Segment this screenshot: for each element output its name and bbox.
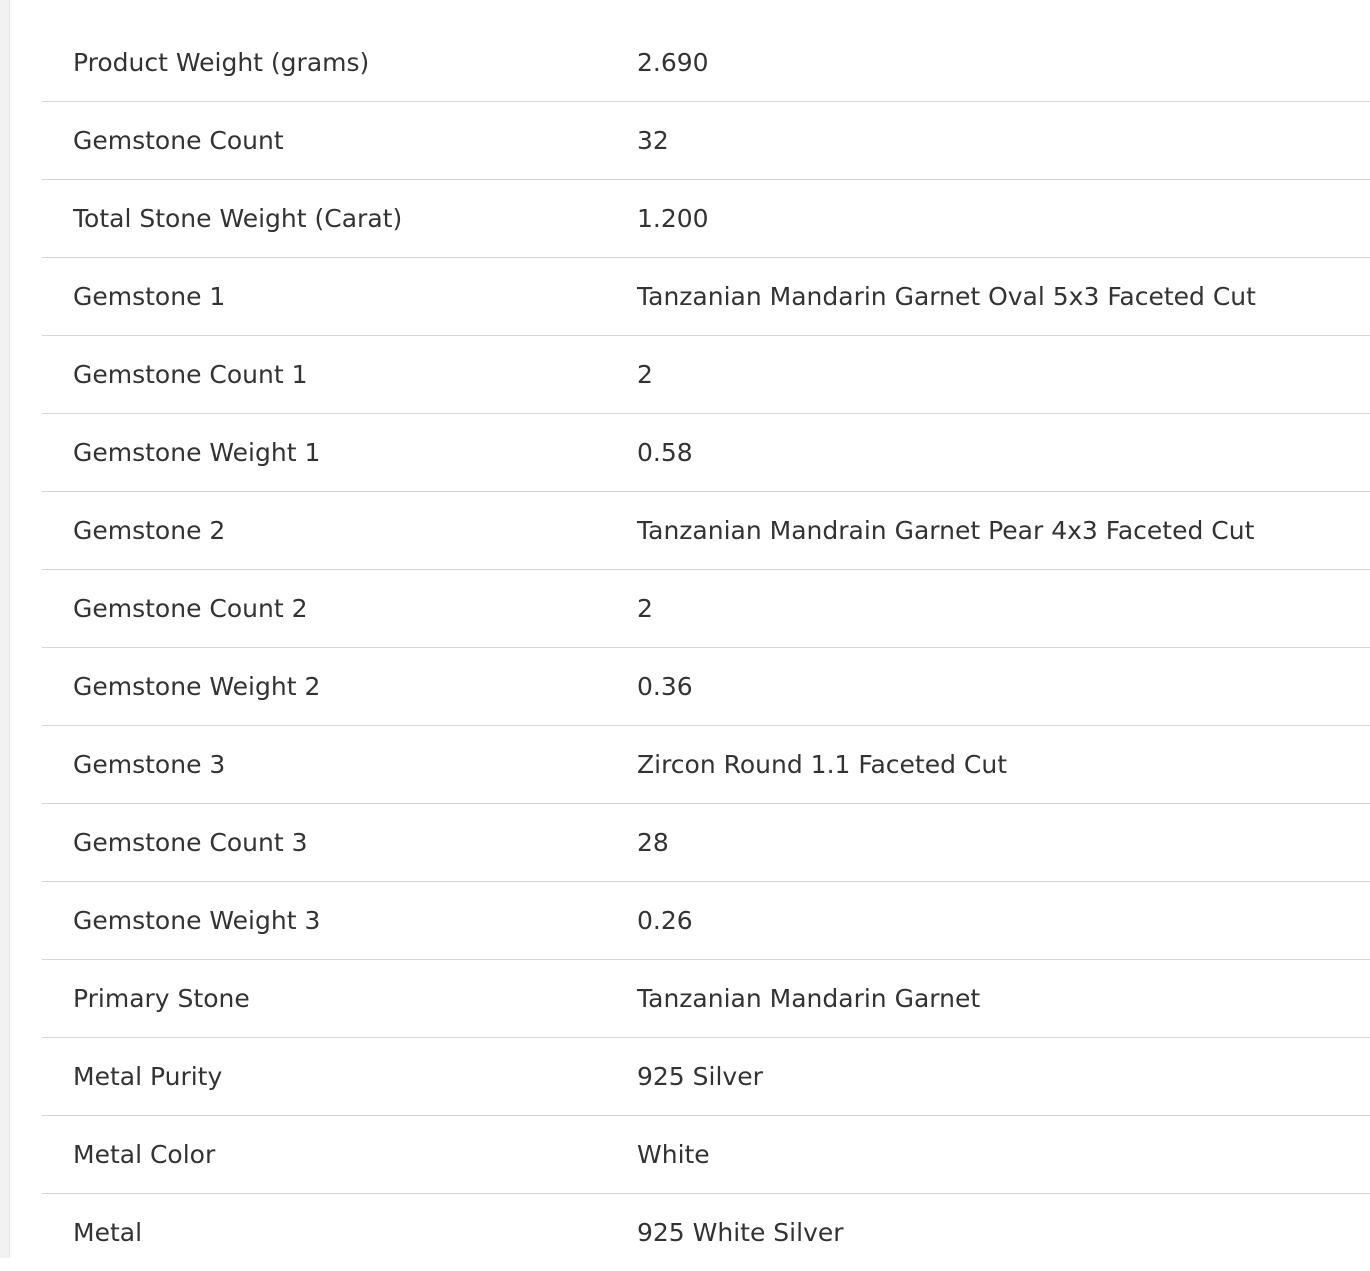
- table-row: [42, 960, 1370, 1038]
- spec-value: 0.36: [637, 672, 693, 701]
- spec-value: Zircon Round 1.1 Faceted Cut: [637, 750, 1008, 779]
- spec-label: Gemstone 3: [73, 750, 226, 779]
- spec-label: Product Weight (grams): [73, 48, 370, 77]
- spec-value: 925 White Silver: [637, 1218, 844, 1247]
- spec-label: Gemstone 1: [73, 282, 226, 311]
- spec-label: Gemstone Count 1: [73, 360, 308, 389]
- table-row: [42, 24, 1370, 102]
- spec-value: 2.690: [637, 48, 709, 77]
- spec-value: 2: [637, 360, 653, 389]
- table-row: [42, 1038, 1370, 1116]
- table-row: [42, 726, 1370, 804]
- table-row: [42, 804, 1370, 882]
- spec-value: White: [637, 1140, 710, 1169]
- spec-value: Tanzanian Mandarin Garnet Oval 5x3 Faceted Cut: [637, 282, 1256, 311]
- table-row: [42, 258, 1370, 336]
- spec-value: 2: [637, 594, 653, 623]
- spec-label: Metal Purity: [73, 1062, 223, 1091]
- table-row: [42, 882, 1370, 960]
- spec-label: Metal Color: [73, 1140, 216, 1169]
- table-row: [42, 336, 1370, 414]
- spec-label: Primary Stone: [73, 984, 250, 1013]
- spec-value: 1.200: [637, 204, 709, 233]
- table-row: [42, 570, 1370, 648]
- specifications-table: [42, 24, 1370, 1271]
- table-row: [42, 180, 1370, 258]
- spec-label: Gemstone Count 2: [73, 594, 308, 623]
- spec-label: Gemstone Count: [73, 126, 284, 155]
- spec-value: 0.26: [637, 906, 693, 935]
- spec-value: 28: [637, 828, 669, 857]
- spec-label: Gemstone 2: [73, 516, 226, 545]
- left-border-rail: [0, 0, 10, 1258]
- table-row: [42, 492, 1370, 570]
- spec-value: Tanzanian Mandarin Garnet: [637, 984, 981, 1013]
- spec-label: Gemstone Weight 1: [73, 438, 321, 467]
- spec-value: Tanzanian Mandrain Garnet Pear 4x3 Faceted Cut: [637, 516, 1255, 545]
- spec-value: 925 Silver: [637, 1062, 763, 1091]
- spec-label: Gemstone Count 3: [73, 828, 308, 857]
- table-row: [42, 648, 1370, 726]
- table-row: [42, 414, 1370, 492]
- spec-value: 0.58: [637, 438, 693, 467]
- spec-value: 32: [637, 126, 669, 155]
- table-row: [42, 1194, 1370, 1271]
- spec-label: Gemstone Weight 2: [73, 672, 321, 701]
- spec-label: Gemstone Weight 3: [73, 906, 321, 935]
- table-row: [42, 102, 1370, 180]
- spec-label: Metal: [73, 1218, 143, 1247]
- table-row: [42, 1116, 1370, 1194]
- spec-label: Total Stone Weight (Carat): [73, 204, 403, 233]
